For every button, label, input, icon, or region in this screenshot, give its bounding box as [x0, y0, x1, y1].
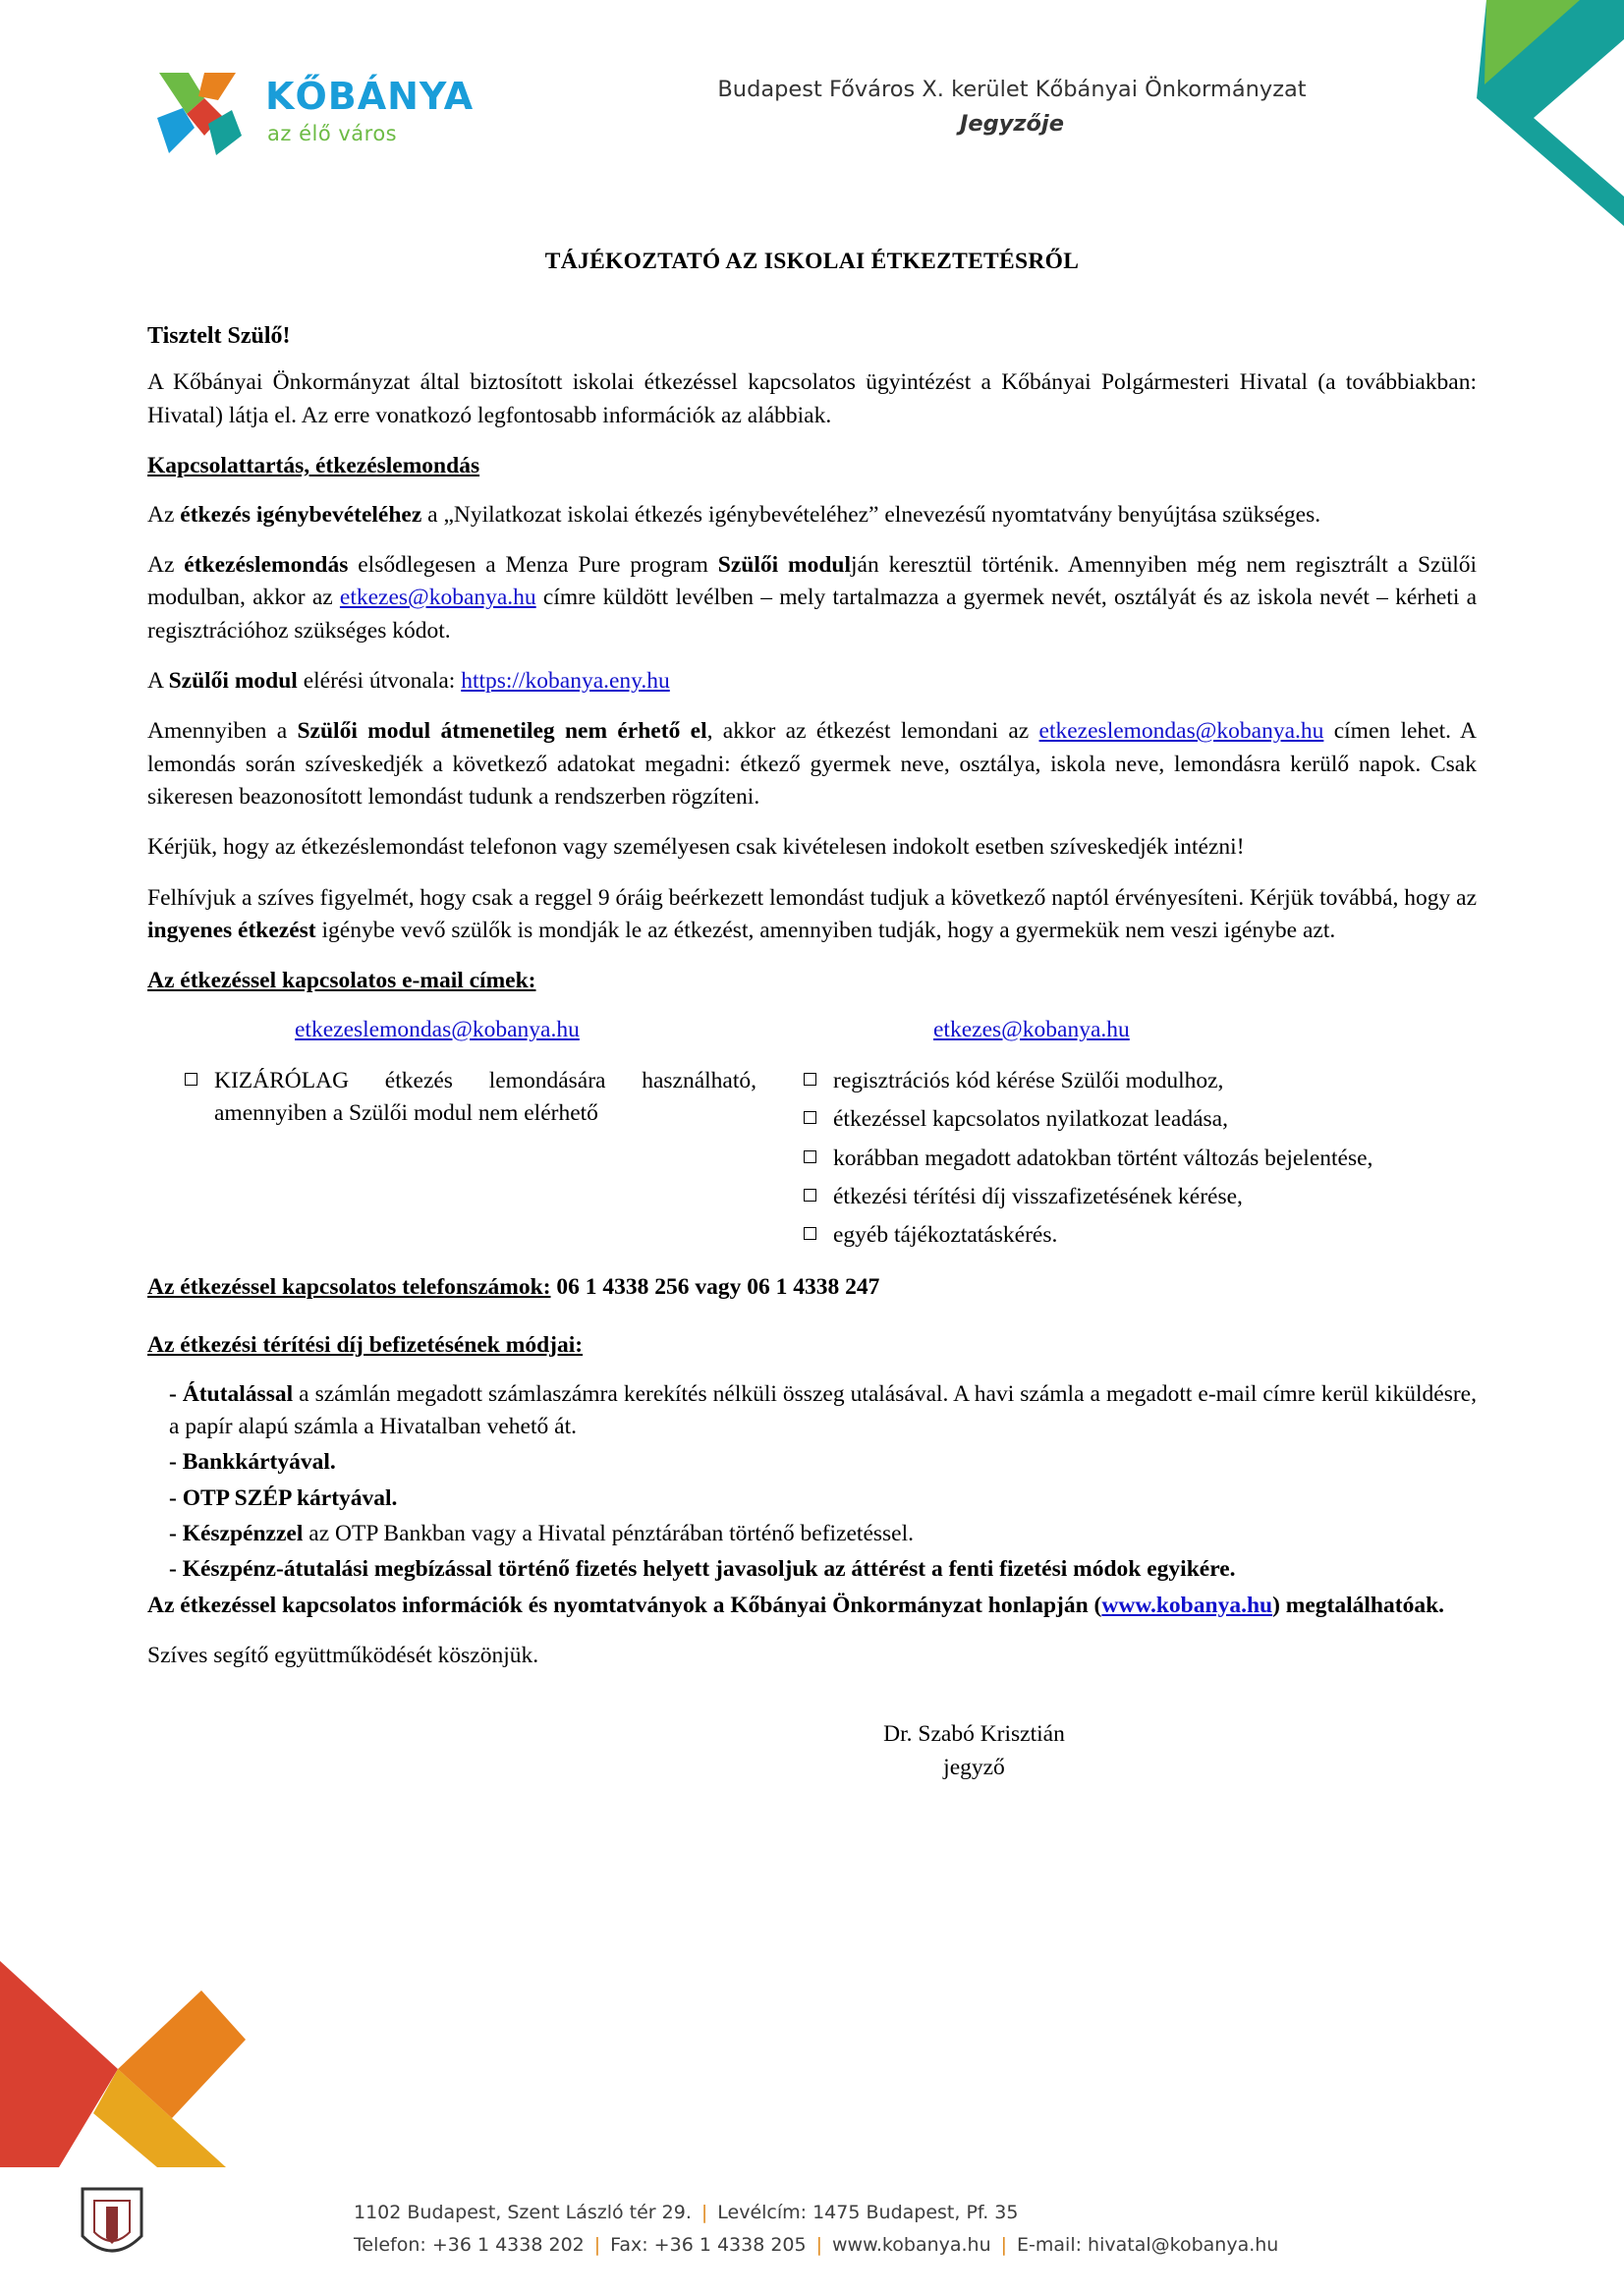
- signature-block: [147, 1717, 1477, 1784]
- list-item: [786, 1219, 1395, 1252]
- p1-text-c: a „Nyilatkozat iskolai étkezés igénybevételéhez” elnevezésű nyomtatvány benyújtása szükséges.: [421, 501, 1321, 528]
- payment-method-label: - Készpénzzel: [169, 1520, 304, 1546]
- email-link-etkezes[interactable]: etkezes@kobanya.hu: [339, 585, 536, 611]
- paragraph-cancellation: [147, 549, 1477, 647]
- p4-text-a: Amennyiben a: [147, 718, 298, 745]
- kobanya-logo: [147, 67, 501, 165]
- payment-method-cash: [147, 1518, 1477, 1550]
- page-title: TÁJÉKOZTATÓ AZ ISKOLAI ÉTKEZTETÉSRŐL: [544, 249, 1080, 274]
- square-bullet-icon: [185, 1073, 197, 1086]
- list-item-label: étkezési térítési díj visszafizetésének kérése,: [833, 1183, 1243, 1209]
- square-bullet-icon: [804, 1150, 816, 1163]
- signer-name: Dr. Szabó Krisztián: [883, 1721, 1065, 1748]
- square-bullet-icon: [804, 1227, 816, 1240]
- decoration-bottom-left: [0, 1922, 295, 2167]
- payment-method-label: - Átutalással: [169, 1380, 294, 1407]
- payment-method-label: - Bankkártyával.: [169, 1449, 336, 1476]
- square-bullet-icon: [804, 1111, 816, 1124]
- payment-method-postal-order: [147, 1553, 1477, 1586]
- payment-methods-block: [147, 1329, 1477, 1587]
- payment-method-label: - OTP SZÉP kártyával.: [169, 1484, 398, 1511]
- list-item-label: korábban megadott adatokban történt változás bejelentése,: [833, 1145, 1373, 1171]
- footer-website[interactable]: www.kobanya.hu: [832, 2233, 991, 2256]
- list-item-label: regisztrációs kód kérése Szülői modulhoz,: [833, 1067, 1224, 1093]
- signer-role: jegyző: [943, 1755, 1005, 1781]
- document-header: [0, 57, 1624, 175]
- list-item-label: étkezéssel kapcsolatos nyilatkozat leadása,: [833, 1106, 1228, 1133]
- p2-text-c: elsődlegesen a Menza Pure program: [348, 551, 718, 578]
- logo-wordmark: KŐBÁNYA: [265, 75, 475, 118]
- logo-tagline: az élő város: [267, 122, 398, 145]
- paragraph-registration-form: [147, 499, 1477, 532]
- paragraph-deadline: [147, 882, 1477, 948]
- footer-contact-lines: [354, 2197, 1278, 2263]
- p6-text-c: igénybe vevő szülők is mondják le az étkezést, amennyiben tudják, hogy a gyermekük nem veszi igénybe azt.: [315, 918, 1336, 944]
- section-heading-contact: Kapcsolattartás, étkezéslemondás: [147, 453, 480, 479]
- paragraph-website-info: [147, 1590, 1477, 1622]
- list-item: [786, 1103, 1395, 1136]
- footer-separator-icon: |: [700, 2201, 708, 2223]
- email-header-etkezes[interactable]: etkezes@kobanya.hu: [933, 1016, 1130, 1042]
- payment-method-text: a számlán megadott számlaszámra kerekítés nélküli összeg utalásával. A havi számla a megadott e-mail címre kerül kiküldésre, a papír alapú számla a Hivatalban vehető át.: [169, 1380, 1477, 1439]
- p3-text-c: elérési útvonala:: [297, 667, 462, 694]
- list-item: [167, 1065, 756, 1131]
- footer-separator-icon: |: [1000, 2233, 1008, 2256]
- payment-method-transfer: [147, 1378, 1477, 1444]
- p3-text-b: Szülői modul: [168, 667, 298, 694]
- paragraph-module-unavailable: [147, 715, 1477, 813]
- org-title: Budapest Főváros X. kerület Kőbányai Önkormányzat: [717, 77, 1307, 102]
- footer-email[interactable]: E-mail: hivatal@kobanya.hu: [1017, 2233, 1279, 2256]
- p2-text-f: címre küldött levélben – mely tartalmazza a gyermek nevét, osztályát és az iskola nevét – kérheti a regisztrációhoz szükséges kódot.: [147, 585, 1477, 644]
- paragraph-phone-in-person: Kérjük, hogy az étkezéslemondást telefonon vagy személyesen csak kivételesen indokolt esetben szíveskedjék intézni!: [147, 834, 1245, 861]
- footer-line-1: [354, 2197, 1278, 2229]
- footer-phone: Telefon: +36 1 4338 202: [354, 2233, 585, 2256]
- footer-separator-icon: |: [815, 2233, 823, 2256]
- square-bullet-icon: [804, 1073, 816, 1086]
- p4-text-c: , akkor az étkezést lemondani az: [706, 718, 1039, 745]
- info-text-b: ) megtalálhatóak.: [1272, 1592, 1445, 1618]
- p2-text-d: Szülői modul: [717, 551, 852, 578]
- p2-text-e: ján keresztül történik. Amennyiben még nem regisztrált a Szülői modulban, akkor az: [147, 551, 1478, 611]
- email-usage-left-column: [167, 1065, 756, 1137]
- url-link-kobanya-eny[interactable]: https://kobanya.eny.hu: [461, 667, 670, 694]
- email-usage-columns: [147, 1065, 1477, 1271]
- coat-of-arms-icon: [77, 2183, 147, 2267]
- info-text-a: Az étkezéssel kapcsolatos információk és nyomtatványok a Kőbányai Önkormányzat honlapján (: [147, 1592, 1102, 1618]
- list-item-label: KIZÁRÓLAG étkezés lemondására használható, amennyiben a Szülői modul nem elérhető: [214, 1067, 756, 1127]
- footer-address: 1102 Budapest, Szent László tér 29.: [354, 2201, 692, 2223]
- list-item: [786, 1065, 1395, 1097]
- document-body: [147, 246, 1477, 1785]
- list-item: [786, 1181, 1395, 1213]
- document-footer: [0, 2167, 1624, 2295]
- salutation: Tisztelt Szülő!: [147, 323, 291, 350]
- paragraph-parent-module-url: [147, 665, 1477, 698]
- logo-mark-icon: [147, 67, 255, 161]
- p1-text-b: étkezés igénybevételéhez: [180, 501, 422, 528]
- payment-method-szep-card: [147, 1483, 1477, 1515]
- p1-text-a: Az: [147, 501, 181, 528]
- phone-label: Az étkezéssel kapcsolatos telefonszámok:: [147, 1273, 551, 1300]
- list-item: [786, 1143, 1395, 1175]
- email-addresses-row: [147, 1014, 1477, 1055]
- p2-text-a: Az: [147, 551, 185, 578]
- section-heading-emails: Az étkezéssel kapcsolatos e-mail címek:: [147, 968, 536, 994]
- list-item-label: egyéb tájékoztatáskérés.: [833, 1222, 1058, 1249]
- intro-paragraph: A Kőbányai Önkormányzat által biztosított iskolai étkezéssel kapcsolatos ügyintézést a Kőbányai Polgármesteri Hivatal (a továbbiakban: Hivatal) látja el. Az erre vonatkozó legfontosabb információk az alábbiak.: [147, 369, 1477, 428]
- section-heading-payment: Az étkezési térítési díj befizetésének módjai:: [147, 1332, 584, 1359]
- p4-text-d: címen lehet. A lemondás során szíveskedjék a következő adatokat megadni: étkező gyermek neve, osztálya, iskola neve, lemondásra kerülő napok. Csak sikeresen beazonosított lemondást tudunk a rendszerben rögzíteni.: [147, 718, 1478, 811]
- footer-separator-icon: |: [593, 2233, 601, 2256]
- phone-value: 06 1 4338 256 vagy 06 1 4338 247: [550, 1273, 880, 1300]
- payment-method-text: az OTP Bankban vagy a Hivatal pénztárában történő befizetéssel.: [303, 1520, 915, 1546]
- p6-text-b: ingyenes étkezést: [147, 918, 316, 944]
- p2-text-b: étkezéslemondás: [184, 551, 349, 578]
- square-bullet-icon: [804, 1189, 816, 1202]
- payment-method-label: - Készpénz-átutalási megbízással történő fizetés helyett javasoljuk az áttérést a fenti fizetési módok egyikére.: [169, 1556, 1236, 1583]
- footer-mailing-address: Levélcím: 1475 Budapest, Pf. 35: [717, 2201, 1019, 2223]
- p4-text-b: Szülői modul átmenetileg nem érhető el: [297, 718, 707, 745]
- email-header-lemondas[interactable]: etkezeslemondas@kobanya.hu: [295, 1016, 580, 1042]
- email-link-etkezeslemondas[interactable]: etkezeslemondas@kobanya.hu: [1038, 718, 1324, 745]
- payment-method-card: [147, 1446, 1477, 1479]
- email-usage-right-column: [786, 1065, 1395, 1259]
- org-subtitle: Jegyzője: [960, 111, 1064, 137]
- p3-text-a: A: [147, 667, 169, 694]
- phone-numbers-line: [147, 1271, 1477, 1304]
- footer-line-2: [354, 2229, 1278, 2262]
- p6-text-a: Felhívjuk a szíves figyelmét, hogy csak a reggel 9 óráig beérkezett lemondást tudjuk a következő naptól érvényesíteni. Kérjük továbbá, hogy az: [147, 884, 1477, 911]
- url-link-kobanya-hu[interactable]: www.kobanya.hu: [1101, 1592, 1273, 1618]
- paragraph-thanks: Szíves segítő együttműködését köszönjük.: [147, 1643, 539, 1669]
- footer-fax: Fax: +36 1 4338 205: [610, 2233, 807, 2256]
